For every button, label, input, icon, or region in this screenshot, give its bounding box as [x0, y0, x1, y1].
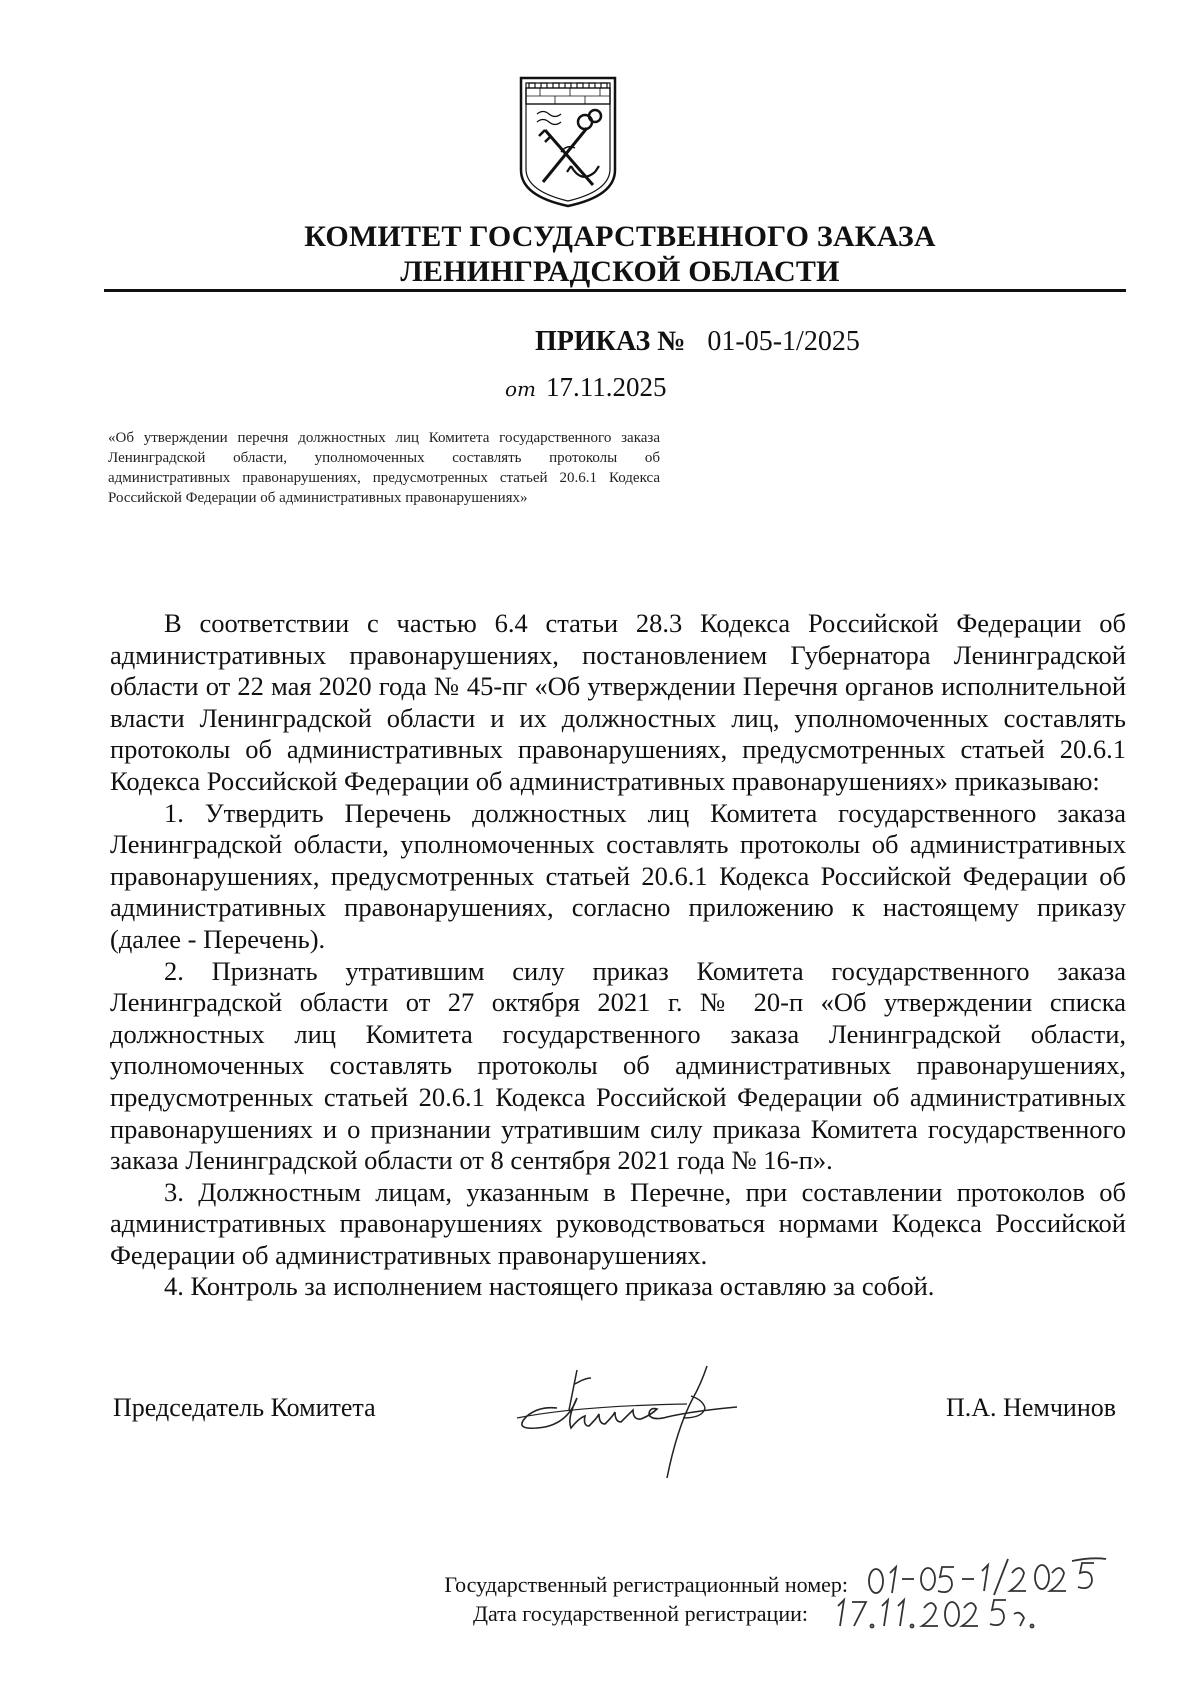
order-date: 17.11.2025: [546, 372, 667, 402]
signer-name: П.А. Немчинов: [946, 1393, 1117, 1422]
signer-title: Председатель Комитета: [113, 1393, 376, 1422]
order-number-row: [535, 326, 860, 358]
organization-name-line-2: ЛЕНИНГРАДСКОЙ ОБЛАСТИ: [400, 255, 840, 288]
registration-date-label: Дата государственной регистрации:: [472, 1601, 808, 1626]
registration-number-label: Государственный регистрационный номер:: [444, 1572, 848, 1597]
order-item-1: 1. Утвердить Перечень должностных лиц Комитета государственного заказа Ленинградской области, уполномоченных составлять протоколы об административных правонарушениях, предусмотренных статьей 20.6.1 Кодекса Российской Федерации об административных правонарушениях, согласно приложению к настоящему приказу (далее - Перечень).: [110, 797, 1126, 954]
order-body: [110, 608, 1126, 1303]
order-item-4: 4. Контроль за исполнением настоящего приказа оставляю за собой.: [164, 1271, 935, 1302]
order-date-row: [505, 372, 667, 403]
coat-of-arms-icon: [515, 70, 621, 210]
order-item-2: 2. Признать утратившим силу приказ Комитета государственного заказа Ленинградской области от 27 октября 2021 г. № 20-п «Об утверждении списка должностных лиц Комитета государственного заказа Ленинградской области, уполномоченных составлять протоколы об административных правонарушениях, предусмотренных статьей 20.6.1 Кодекса Российской Федерации об административных правонарушениях и о признании утратившим силу приказа Комитета государственного заказа Ленинградской области от 8 сентября 2021 года № 16-п».: [110, 955, 1126, 1176]
order-subject: «Об утверждении перечня должностных лиц Комитета государственного заказа Ленинградской области, уполномоченных составлять протоколы об административных правонарушениях, предусмотренных статьей 20.6.1 Кодекса Российской Федерации об административных правонарушениях»: [108, 430, 660, 506]
preamble-paragraph: В соответствии с частью 6.4 статьи 28.3 Кодекса Российской Федерации об административных правонарушениях, постановлением Губернатора Ленинградской области от 22 мая 2020 года № 45-пг «Об утверждении Перечня органов исполнительной власти Ленинградской области и их должностных лиц, уполномоченных составлять протоколы об административных правонарушениях, предусмотренных статьей 20.6.1 Кодекса Российской Федерации об административных правонарушениях» приказываю:: [110, 608, 1126, 796]
order-date-prefix: от: [505, 377, 537, 401]
order-number: 01-05-1/2025: [707, 326, 860, 357]
handwritten-signature-icon: [495, 1360, 785, 1490]
organization-name-line-1: КОМИТЕТ ГОСУДАРСТВЕННОГО ЗАКАЗА: [304, 220, 936, 253]
order-item-3: 3. Должностным лицам, указанным в Перечне, при составлении протоколов об административных правонарушениях руководствоваться нормами Кодекса Российской Федерации об административных правонарушениях.: [110, 1176, 1126, 1270]
header-divider: [104, 289, 1126, 292]
order-label: ПРИКАЗ №: [535, 326, 686, 357]
handwritten-registration-date: [828, 1592, 1088, 1632]
